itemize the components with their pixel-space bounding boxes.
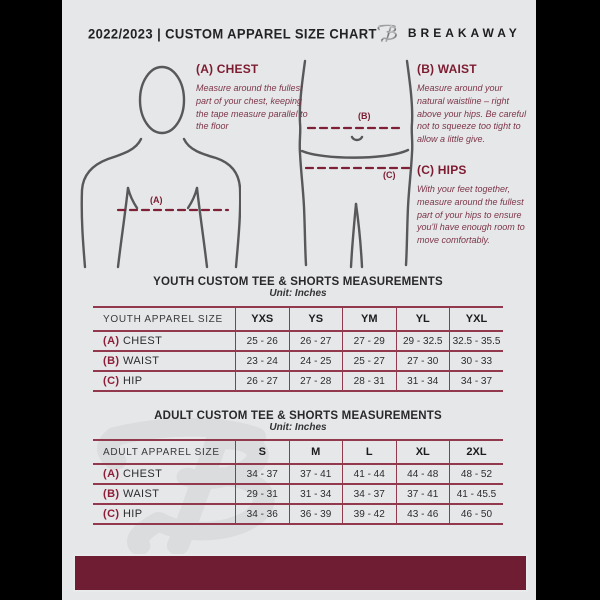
size-column-header: L xyxy=(343,440,397,464)
measurement-value-cell: 48 - 52 xyxy=(450,464,504,484)
table-row xyxy=(93,484,503,504)
hips-line-marker: (C) xyxy=(383,170,396,180)
size-row-header: ADULT APPAREL SIZE xyxy=(93,440,236,464)
chest-line-marker: (A) xyxy=(150,195,163,205)
waist-line-marker: (B) xyxy=(358,111,371,121)
waist-guide xyxy=(417,62,529,146)
size-column-header: 2XL xyxy=(450,440,504,464)
measurement-value-cell: 37 - 41 xyxy=(396,484,450,504)
measurement-value-cell: 29 - 32.5 xyxy=(396,331,450,351)
hips-guide-text: With your feet together, measure around the fullest part of your hips to ensure you'll have enough room to move comfortably. xyxy=(417,184,525,246)
measurement-value-cell: 34 - 37 xyxy=(236,464,290,484)
table-row xyxy=(93,351,503,371)
size-column-header: YL xyxy=(396,307,450,331)
measurement-value-cell: 26 - 27 xyxy=(236,371,290,391)
adult-table-wrap xyxy=(93,439,503,525)
measurement-value-cell: 31 - 34 xyxy=(396,371,450,391)
page-title: 2022/2023 | CUSTOM APPAREL SIZE CHART xyxy=(88,25,377,41)
adult-size-table xyxy=(93,439,503,525)
chest-guide-heading: (A) CHEST xyxy=(196,62,259,76)
size-column-header: YXS xyxy=(236,307,290,331)
measurement-value-cell: 44 - 48 xyxy=(396,464,450,484)
size-column-header: XL xyxy=(396,440,450,464)
measurement-value-cell: 41 - 45.5 xyxy=(450,484,504,504)
size-column-header: S xyxy=(236,440,290,464)
breakaway-b-logo-icon xyxy=(377,21,401,45)
measurement-label-cell: (B) WAIST xyxy=(93,351,236,371)
measurement-label-cell: (C) HIP xyxy=(93,371,236,391)
size-chart-page xyxy=(62,0,536,600)
measurement-value-cell: 34 - 37 xyxy=(343,484,397,504)
table-row xyxy=(93,371,503,391)
measurement-value-cell: 27 - 30 xyxy=(396,351,450,371)
youth-size-table xyxy=(93,306,503,392)
measurement-value-cell: 27 - 28 xyxy=(289,371,343,391)
size-column-header: YXL xyxy=(450,307,504,331)
brand-name: BREAKAWAY xyxy=(407,26,521,40)
adult-section xyxy=(93,410,503,433)
table-row xyxy=(93,464,503,484)
youth-table-unit: Unit: Inches xyxy=(269,288,327,299)
size-column-header: YS xyxy=(289,307,343,331)
measurement-value-cell: 27 - 29 xyxy=(343,331,397,351)
measurement-value-cell: 28 - 31 xyxy=(343,371,397,391)
measurement-value-cell: 25 - 26 xyxy=(236,331,290,351)
hips-guide xyxy=(417,163,535,247)
youth-section xyxy=(93,276,503,299)
measurement-value-cell: 24 - 25 xyxy=(289,351,343,371)
table-row xyxy=(93,504,503,524)
measurement-value-cell: 30 - 33 xyxy=(450,351,504,371)
measurement-value-cell: 37 - 41 xyxy=(289,464,343,484)
measurement-value-cell: 23 - 24 xyxy=(236,351,290,371)
table-row xyxy=(93,331,503,351)
measurement-value-cell: 41 - 44 xyxy=(343,464,397,484)
waist-hips-figure xyxy=(293,57,419,269)
measurement-value-cell: 34 - 37 xyxy=(450,371,504,391)
hips-guide-heading: (C) HIPS xyxy=(417,163,467,177)
brand-lockup xyxy=(377,21,521,45)
measurement-value-cell: 29 - 31 xyxy=(236,484,290,504)
measurement-value-cell: 36 - 39 xyxy=(289,504,343,524)
adult-table-title: ADULT CUSTOM TEE & SHORTS MEASUREMENTS xyxy=(154,410,442,422)
adult-table-unit: Unit: Inches xyxy=(269,422,327,433)
waist-guide-heading: (B) WAIST xyxy=(417,62,477,76)
measurement-value-cell: 39 - 42 xyxy=(343,504,397,524)
youth-table-title: YOUTH CUSTOM TEE & SHORTS MEASUREMENTS xyxy=(153,276,443,288)
measurement-value-cell: 26 - 27 xyxy=(289,331,343,351)
chest-guide-text: Measure around the fullest part of your chest, keeping the tape measure parallel to the floor xyxy=(196,83,308,132)
size-row-header: YOUTH APPAREL SIZE xyxy=(93,307,236,331)
measurement-value-cell: 46 - 50 xyxy=(450,504,504,524)
header xyxy=(88,20,521,46)
youth-table-wrap xyxy=(93,306,503,392)
measurement-label-cell: (A) CHEST xyxy=(93,464,236,484)
waist-guide-text: Measure around your natural waistline – right above your hips. Be careful not to squeeze too tight to allow a little give. xyxy=(417,83,527,145)
size-column-header: M xyxy=(289,440,343,464)
measurement-label-cell: (A) CHEST xyxy=(93,331,236,351)
measurement-label-cell: (C) HIP xyxy=(93,504,236,524)
measurement-value-cell: 32.5 - 35.5 xyxy=(450,331,504,351)
footer-bar xyxy=(73,554,528,592)
measurement-label-cell: (B) WAIST xyxy=(93,484,236,504)
measurement-value-cell: 31 - 34 xyxy=(289,484,343,504)
measurement-value-cell: 34 - 36 xyxy=(236,504,290,524)
size-column-header: YM xyxy=(343,307,397,331)
chest-guide xyxy=(196,62,308,133)
measurement-value-cell: 43 - 46 xyxy=(396,504,450,524)
measurement-value-cell: 25 - 27 xyxy=(343,351,397,371)
